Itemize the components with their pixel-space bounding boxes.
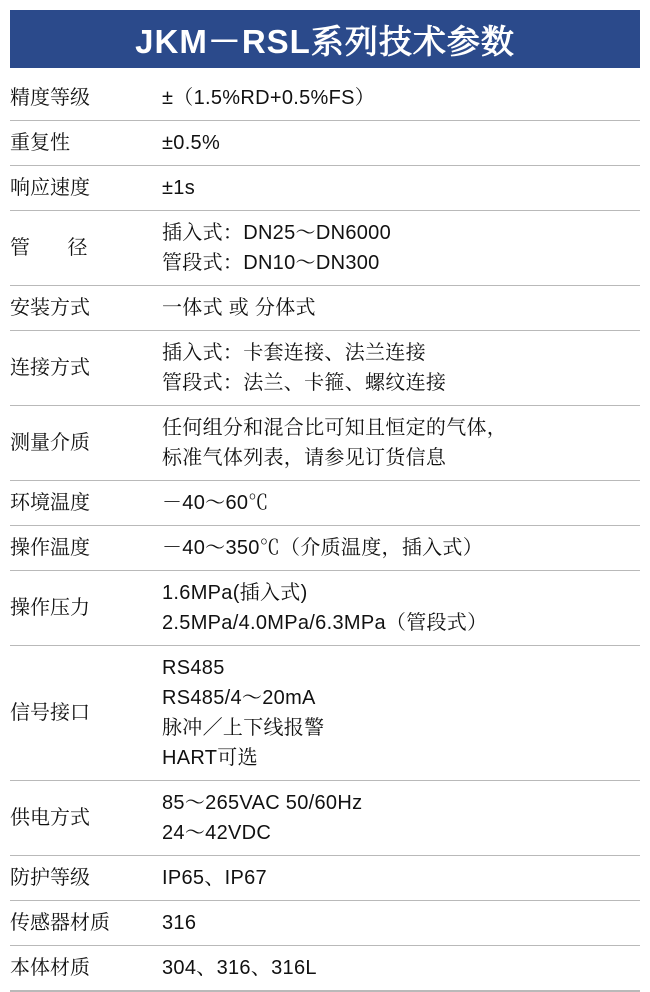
table-row bbox=[10, 406, 640, 481]
spec-value-line: ±1s bbox=[162, 177, 195, 199]
spec-value-line: 316 bbox=[162, 912, 197, 934]
spec-label: 防护等级 bbox=[10, 866, 90, 889]
spec-value bbox=[162, 901, 640, 946]
table-row bbox=[10, 121, 640, 166]
spec-label: 精度等级 bbox=[10, 86, 90, 109]
spec-value bbox=[162, 856, 640, 901]
spec-value bbox=[162, 481, 640, 526]
spec-value-line: IP65、IP67 bbox=[162, 867, 267, 889]
spec-label: 操作温度 bbox=[10, 536, 90, 559]
spec-value-line: 85～265VAC 50/60Hz bbox=[162, 792, 363, 814]
spec-value-line: 304、316、316L bbox=[162, 957, 317, 979]
spec-value bbox=[162, 76, 640, 121]
spec-label: 传感器材质 bbox=[10, 911, 110, 934]
page-title-bar bbox=[10, 10, 640, 68]
spec-value-line: ±（1.5%RD+0.5%FS） bbox=[162, 87, 376, 109]
spec-value-line: 脉冲／上下线报警 bbox=[162, 717, 325, 739]
spec-label: 连接方式 bbox=[10, 356, 90, 379]
spec-sheet bbox=[0, 10, 650, 979]
spec-label: 供电方式 bbox=[10, 806, 90, 829]
table-row bbox=[10, 946, 640, 991]
spec-label: 安装方式 bbox=[10, 296, 90, 319]
table-row bbox=[10, 526, 640, 571]
spec-value bbox=[162, 781, 640, 856]
spec-value-line: 2.5MPa/4.0MPa/6.3MPa（管段式） bbox=[162, 612, 488, 634]
spec-label: 本体材质 bbox=[10, 956, 90, 979]
spec-value bbox=[162, 121, 640, 166]
spec-value-line: －40～60℃ bbox=[162, 492, 269, 514]
spec-value-line: 管段式：法兰、卡箍、螺纹连接 bbox=[162, 372, 447, 394]
table-row bbox=[10, 901, 640, 946]
spec-value bbox=[162, 211, 640, 286]
spec-label: 环境温度 bbox=[10, 491, 90, 514]
spec-value-line: 24～42VDC bbox=[162, 822, 272, 844]
spec-value bbox=[162, 406, 640, 481]
spec-label: 测量介质 bbox=[10, 431, 90, 454]
table-row bbox=[10, 481, 640, 526]
spec-value bbox=[162, 166, 640, 211]
table-row bbox=[10, 76, 640, 121]
spec-value bbox=[162, 526, 640, 571]
table-row bbox=[10, 166, 640, 211]
spec-label: 操作压力 bbox=[10, 596, 90, 619]
specification-table bbox=[10, 76, 640, 991]
spec-label: 重复性 bbox=[10, 131, 70, 154]
table-row bbox=[10, 856, 640, 901]
table-row bbox=[10, 286, 640, 331]
spec-label: 响应速度 bbox=[10, 176, 90, 199]
page-title: JKM－RSL系列技术参数 bbox=[135, 22, 515, 60]
spec-value-line: 任何组分和混合比可知且恒定的气体， bbox=[162, 417, 508, 439]
spec-value bbox=[162, 946, 640, 991]
spec-value-line: 插入式：卡套连接、法兰连接 bbox=[162, 342, 426, 364]
spec-label: 信号接口 bbox=[10, 701, 90, 724]
spec-value-line: RS485/4～20mA bbox=[162, 687, 316, 709]
spec-value bbox=[162, 331, 640, 406]
table-row bbox=[10, 331, 640, 406]
spec-value-line: 管段式：DN10～DN300 bbox=[162, 252, 380, 274]
spec-value-line: 标准气体列表，请参见订货信息 bbox=[162, 447, 447, 469]
spec-value bbox=[162, 571, 640, 646]
table-row bbox=[10, 646, 640, 781]
table-row bbox=[10, 571, 640, 646]
spec-value-line: 1.6MPa(插入式) bbox=[162, 582, 308, 604]
spec-value-line: 插入式：DN25～DN6000 bbox=[162, 222, 392, 244]
spec-value bbox=[162, 646, 640, 781]
table-row bbox=[10, 781, 640, 856]
spec-value bbox=[162, 286, 640, 331]
spec-value-line: ±0.5% bbox=[162, 132, 221, 154]
spec-label: 管 径 bbox=[10, 236, 104, 259]
table-row bbox=[10, 211, 640, 286]
spec-value-line: HART可选 bbox=[162, 747, 258, 769]
spec-value-line: RS485 bbox=[162, 657, 225, 679]
spec-value-line: 一体式 或 分体式 bbox=[162, 297, 316, 319]
spec-value-line: －40～350℃（介质温度，插入式） bbox=[162, 537, 484, 559]
